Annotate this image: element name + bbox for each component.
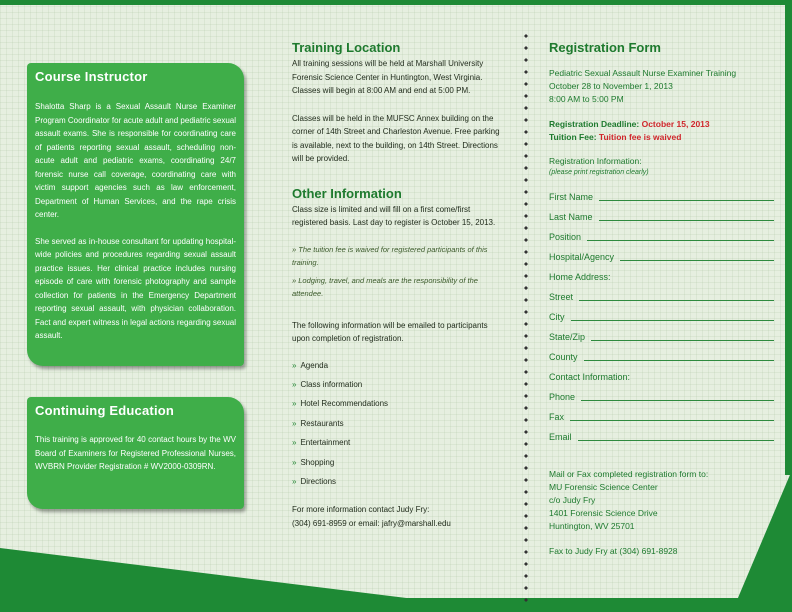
course-instructor-box (27, 63, 244, 366)
other-information-heading: Other Information (292, 185, 402, 201)
list-item: » Shopping (292, 457, 335, 467)
hospital-agency-field[interactable]: Hospital/Agency (549, 244, 774, 264)
list-item: » Agenda (292, 360, 329, 370)
first-name-field[interactable]: First Name (549, 184, 774, 204)
continuing-education-text: This training is approved for 40 contact hours by the WV Board of Examiners for Registered Professional Nurses, WVBRN Provider Registration # WV2000-0309RN. (35, 435, 236, 471)
fax-field[interactable]: Fax (549, 404, 774, 424)
fee-value: Tuition fee is waived (598, 132, 682, 142)
county-field[interactable]: County (549, 344, 774, 364)
city-field[interactable]: City (549, 304, 774, 324)
instructor-bio-paragraph-2: She served as in-house consultant for updating hospital-wide policies and procedures regarding sexual assault practice issues. Her clinical practice includes nursing episode of care with forensic photography and sample collection for patients in the Emergency Department reporting sexual assault, with physician collaboration. Fact and expert witness in legal actions regarding sexual assault. (35, 236, 236, 340)
right-strip (785, 5, 792, 475)
registration-form-heading: Registration Form (549, 40, 661, 55)
tuition-fee: Tuition Fee: Tuition fee is waived (549, 132, 682, 142)
home-address-label: Home Address: (549, 272, 611, 282)
training-location-paragraph-2: Classes will be held in the MUFSC Annex building on the corner of 14th Street and Charleston Avenue. Free parking is available, next to the building, on 14th Street. Directions will be provided. (292, 113, 500, 163)
registration-deadline: Registration Deadline: October 15, 2013 (549, 119, 710, 129)
list-item: » Restaurants (292, 418, 344, 428)
top-band (0, 0, 792, 5)
course-instructor-heading: Course Instructor (35, 69, 148, 84)
continuing-education-box (27, 397, 244, 509)
mail-address-line-3: 1401 Forensic Science Drive (549, 508, 658, 518)
contact-information-label: Contact Information: (549, 372, 631, 382)
emailed-items-list (292, 356, 506, 492)
tuition-note: » The tuition fee is waived for registered participants of this training. (292, 244, 488, 267)
registration-form (549, 40, 779, 556)
list-item: » Class information (292, 379, 363, 389)
street-field[interactable]: Street (549, 284, 774, 304)
state-zip-field[interactable]: State/Zip (549, 324, 774, 344)
lodging-note: » Lodging, travel, and meals are the responsibility of the attendee. (292, 275, 478, 298)
mail-address-line-2: c/o Judy Fry (549, 495, 596, 505)
other-information-paragraph-2: The following information will be emailed to participants upon completion of registration. (292, 320, 488, 343)
continuing-education-heading: Continuing Education (35, 403, 175, 418)
mail-instruction: Mail or Fax completed registration form to: (549, 469, 709, 479)
training-location-heading: Training Location (292, 40, 401, 55)
list-item: » Entertainment (292, 438, 351, 448)
deadline-value: October 15, 2013 (641, 119, 710, 129)
contact-label: For more information contact Judy Fry: (292, 505, 430, 515)
course-title: Pediatric Sexual Assault Nurse Examiner Training (549, 68, 737, 78)
phone-field[interactable]: Phone (549, 384, 774, 404)
instructor-bio-paragraph-1: Shalotta Sharp is a Sexual Assault Nurse Examiner Program Coordinator for acute adult and pediatric sexual assault exams. She is responsible for coordinating care of patients reporting sexual assault, scheduling non-acute adult and pediatric exams, coordinating 24/7 forensic nurse call coverage, coordinating care with victim support agencies such as law enforcement, Department of Human Services, and the rape crisis center. (35, 102, 236, 219)
mail-address-line-1: MU Forensic Science Center (549, 482, 658, 492)
registration-info-label: Registration Information: (549, 156, 642, 166)
mail-address-line-4: Huntington, WV 25701 (549, 521, 635, 531)
course-times: 8:00 AM to 5:00 PM (549, 94, 624, 104)
course-dates: October 28 to November 1, 2013 (549, 81, 673, 91)
info-column (292, 40, 506, 530)
fax-instruction: Fax to Judy Fry at (304) 691-8928 (549, 546, 678, 556)
list-item: » Directions (292, 476, 337, 486)
last-name-field[interactable]: Last Name (549, 204, 774, 224)
bottom-band (0, 598, 792, 612)
position-field[interactable]: Position (549, 224, 774, 244)
email-field[interactable]: Email (549, 424, 774, 444)
registration-info-note: (please print registration clearly) (549, 169, 649, 176)
perforation-line (523, 30, 529, 605)
other-information-paragraph-1: Class size is limited and will fill on a first come/first registered basis. Last day to register is October 15, 2013. (292, 204, 496, 227)
training-location-paragraph-1: All training sessions will be held at Marshall University Forensic Science Center in Huntington, West Virginia. Classes will begin at 8:00 AM and end at 5:00 PM. (292, 59, 484, 95)
contact-line: (304) 691-8959 or email: jafry@marshall.edu (292, 518, 451, 528)
list-item: » Hotel Recommendations (292, 399, 389, 409)
